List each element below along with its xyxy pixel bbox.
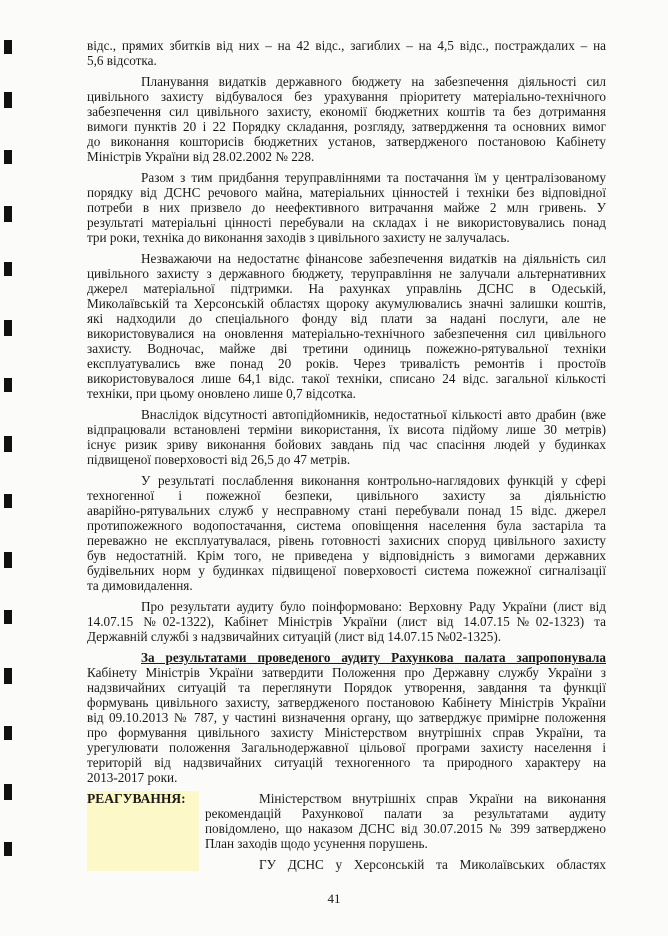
text-line: Міністерством внутрішніх справ України на виконання	[259, 791, 606, 806]
text-line: урегулювати положення Загальнодержавної цільової програми захисту населення і	[87, 740, 606, 755]
text-line: Разом з тим придбання теруправліннями та постачання їм у централізованому	[141, 170, 606, 185]
text-line: Про результати аудиту було поінформовано: Верховну Раду України (лист від	[141, 599, 606, 614]
text-line: повідомлено, що наказом ДСНС від 30.07.2015 № 399 затверджено	[205, 821, 606, 836]
text-line: джерел матеріальної підтримки. На рахунках управлінь ДСНС в Одеській,	[87, 281, 606, 296]
text-line: від 09.10.2013 № 787, у частині визначення органу, що затверджує примірне положення	[87, 710, 606, 725]
text-line: відс., прямих збитків від них – на 42 відс., загиблих – на 4,5 відс., постраждалих – на	[87, 38, 606, 53]
text-line: був недостатній. Крім того, не приведена у відповідність з вимогами державних	[87, 548, 606, 563]
text-line: експлуатувались вже понад 20 років. Через тривалість ремонтів і простоїв	[87, 356, 606, 371]
binding-mark	[4, 668, 12, 684]
binding-mark	[4, 150, 12, 164]
text-line: техніки, при цьому оновлено лише 0,7 відсотка.	[87, 386, 356, 401]
text-line: рекомендацій Рахункової палати за результатами аудиту	[205, 806, 606, 821]
text-line	[87, 650, 606, 665]
text-line: до виконання кошторисів бюджетних установ, затвердженого постановою Кабінету	[87, 134, 606, 149]
paragraph	[87, 407, 606, 467]
response-section	[87, 791, 606, 886]
text-line: Незважаючи на недостатнє фінансове забезпечення видатків на діяльність сил	[141, 251, 606, 266]
binding-mark	[4, 92, 12, 108]
paragraph	[87, 650, 606, 785]
text-line: 5,6 відсотка.	[87, 53, 157, 68]
binding-mark	[4, 610, 12, 624]
binding-mark	[4, 320, 12, 336]
paragraph	[87, 599, 606, 644]
binding-mark	[4, 842, 12, 856]
text-line: вимоги пунктів 20 і 22 Порядку складання, розгляду, затвердження та основних вимог	[87, 119, 606, 134]
binding-mark	[4, 494, 12, 508]
paragraph	[87, 473, 606, 593]
text-line: ГУ ДСНС у Херсонській та Миколаївських областях	[259, 857, 606, 872]
text-line: використовувалися на оновлення матеріально-технічного забезпечення сил цивільного	[87, 326, 606, 341]
text-line: Миколаївській та Херсонській областях щороку акумулювались значні залишки коштів,	[87, 296, 606, 311]
text-line: порядку від ДСНС речового майна, матеріальних цінностей і техніки без відповідної	[87, 185, 606, 200]
text-line: План заходів щодо усунення порушень.	[205, 836, 428, 851]
text-line: техногенної і пожежної безпеки, цивільного захисту за діяльністю	[87, 488, 606, 503]
paragraphs	[87, 38, 606, 785]
text-line: Кабінету Міністрів України затвердити Положення про Державну службу України з	[87, 665, 606, 680]
page-number: 41	[327, 891, 341, 906]
text-line: надзвичайних ситуацій та переглянути Порядок утворення, завдання та функції	[87, 680, 606, 695]
text-line: будівельних норм у будинках підвищеної поверховості система пожежної сигналізації	[87, 563, 606, 578]
text-line: використовувалося лише 64,1 відс. такої техніки, списано 24 відс. загальної кількості	[87, 371, 606, 386]
paragraph	[87, 170, 606, 245]
text-line: Державній службі з надзвичайних ситуацій (лист від 14.07.15 №02-1325).	[87, 629, 502, 644]
binding-mark	[4, 784, 12, 800]
binding-mark	[4, 40, 12, 54]
paragraph	[205, 857, 606, 872]
text-line: У результаті послаблення виконання контрольно-наглядових функцій у сфері	[141, 473, 606, 488]
binding-mark	[4, 436, 12, 452]
text-line: відпрацювали встановлені терміни використання, їх висота підйому лише 30 метрів)	[87, 422, 606, 437]
binding-mark	[4, 552, 12, 568]
text-line: забезпечення сил цивільного захисту, економії бюджетних коштів та без дотримання	[87, 104, 606, 119]
response-label: РЕАГУВАННЯ:	[87, 791, 199, 871]
binding-mark	[4, 206, 12, 222]
recommendation-heading: За результатами проведеного аудиту Рахункова палата запропонувала	[141, 650, 606, 665]
text-line: три роки, техніка до виконання заходів з цивільного захисту не залучалась.	[87, 230, 510, 245]
text-line: 2013-2017 роки.	[87, 770, 178, 785]
text-line: Міністрів України від 28.02.2002 № 228.	[87, 149, 315, 164]
text-line: протипожежного водопостачання, система оповіщення населення була застаріла та	[87, 518, 606, 533]
document-body	[87, 38, 606, 886]
text-line: та димовидалення.	[87, 578, 193, 593]
binding-mark	[4, 726, 12, 740]
text-line: потреби в них призвело до неефективного витрачання майже 2 млн гривень. У	[87, 200, 606, 215]
text-line: переважно не експлуатувалася, рівень готовності захисних споруд цивільного захисту	[87, 533, 606, 548]
binding-mark	[4, 262, 12, 276]
text-line: захисту. Водночас, майже дві третини одиниць пожежно-рятувальної техніки	[87, 341, 606, 356]
text-line: які надходили до спеціального фонду від плати за надані послуги, але не	[87, 311, 606, 326]
binding-mark	[4, 378, 12, 392]
paragraph	[87, 251, 606, 401]
response-text	[205, 791, 606, 878]
text-line: Внаслідок відсутності автопідйомників, недостатньої кількості авто драбин (вже	[141, 407, 606, 422]
text-line: аварійно-рятувальних служб у несправному стані перебували понад 15 відс. джерел	[87, 503, 606, 518]
text-line: цивільного захисту відбувалося без урахування пріоритету матеріально-технічного	[87, 89, 606, 104]
paragraph	[87, 38, 606, 68]
text-line: Планування видатків державного бюджету на забезпечення діяльності сил	[141, 74, 606, 89]
text-line: формувань цивільного захисту, затвердженого постановою Кабінету Міністрів України	[87, 695, 606, 710]
paragraph	[205, 791, 606, 851]
text-line: про формування цивільного захисту Міністерством внутрішніх справ України, та	[87, 725, 606, 740]
text-line: підвищеної поверховості від 26,5 до 47 метрів.	[87, 452, 351, 467]
text-line: 14.07.15 №02-1322), Кабінет Міністрів України (лист від 14.07.15№02-1323) та	[87, 614, 606, 629]
paragraph	[87, 74, 606, 164]
text-line: існує ризик зриву виконання бойових завдань під час спасіння людей у будинках	[87, 437, 606, 452]
text-line: цивільного захисту з державного бюджету, теруправління не залучали альтернативних	[87, 266, 606, 281]
text-line: територій від надзвичайних ситуацій техногенного та природного характеру на	[87, 755, 606, 770]
text-line: результаті матеріальні цінності перебували на складах і не використовувались понад	[87, 215, 606, 230]
